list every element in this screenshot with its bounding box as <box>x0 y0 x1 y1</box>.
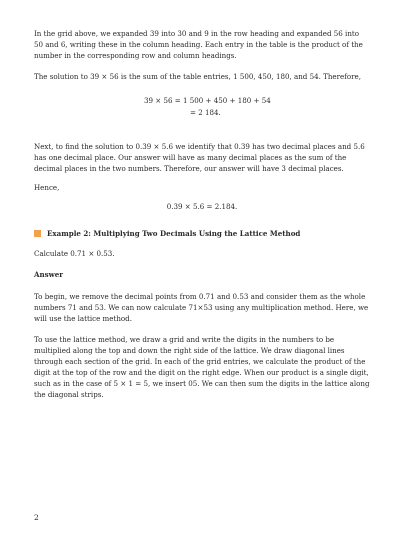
paragraph-hence: Hence, <box>34 183 60 192</box>
example-heading <box>34 228 370 239</box>
answer-heading: Answer <box>34 270 64 279</box>
page-number: 2 <box>34 513 39 522</box>
example-title: Example 2: Multiplying Two Decimals Using the Lattice Method <box>47 229 301 238</box>
equation-line-1: 39 × 56 = 1 500 + 450 + 180 + 54 <box>144 96 271 105</box>
paragraph-solution-intro: The solution to 39 × 56 is the sum of the table entries, 1 500, 450, 180, and 54. Therefore, <box>34 72 361 81</box>
paragraph-decimal-places: Next, to find the solution to 0.39 × 5.6 we identify that 0.39 has two decimal places and 5.6 has one decimal place. Our answer will have as many decimal places as the sum of the decimal places in the two numbers. Therefore, our answer will have 3 decimal places. <box>34 142 365 173</box>
equation-block-39x56 <box>144 95 324 119</box>
paragraph-calculate: Calculate 0.71 × 0.53. <box>34 249 115 258</box>
equation-line-2: = 2 184. <box>190 108 221 117</box>
paragraph-grid-explanation: In the grid above, we expanded 39 into 30 and 9 in the row heading and expanded 56 into 50 and 6, writing these in the column heading. Each entry in the table is the product of the number in the corresponding row and column headings. <box>34 29 363 60</box>
example-marker-square <box>34 230 41 237</box>
paragraph-remove-decimals: To begin, we remove the decimal points from 0.71 and 0.53 and consider them as the whole numbers 71 and 53. We can now calculate 71×53 using any multiplication method. Here, we will use the lattice method. <box>34 292 369 323</box>
paragraph-lattice-method: To use the lattice method, we draw a grid and write the digits in the numbers to be multiplied along the top and down the right side of the lattice. We draw diagonal lines through each section of the grid. In each of the grid entries, we calculate the product of the digit at the top of the row and the digit on the right edge. When our product is a single digit, such as in the case of 5 × 1 = 5, we insert 05. We can then sum the digits in the lattice along the diagonal strips. <box>34 335 370 399</box>
equation-0-39x5-6: 0.39 × 5.6 = 2.184. <box>166 202 238 211</box>
